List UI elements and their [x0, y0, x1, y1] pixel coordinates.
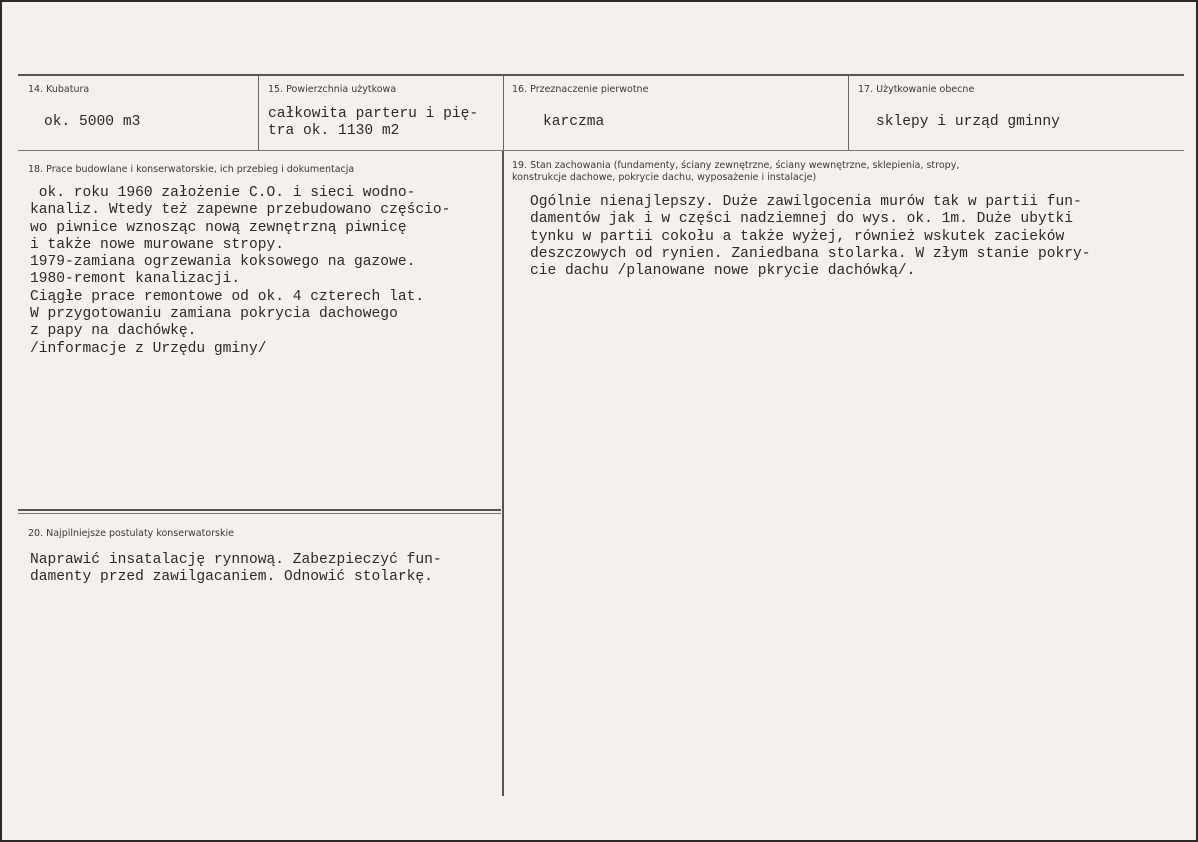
- field-20-label: 20. Najpilniejsze postulaty konserwatorskie: [28, 528, 234, 539]
- divider-15-16: [503, 75, 504, 150]
- rule-above-20: [18, 509, 501, 511]
- rule-above-20-b: [18, 513, 501, 514]
- row1-bottom-rule: [18, 150, 1184, 151]
- divider-14-15: [258, 75, 259, 150]
- field-18-value: ok. roku 1960 założenie C.O. i sieci wodno- kanaliz. Wtedy też zapewne przebudowano częścio- wo piwnice wznosząc nową zewnętrzną piwnicę i także nowe murowane stropy. 1979-zamiana ogrzewania koksowego na gazowe. 1980-remont kanalizacji. Ciągłe prace remontowe od ok. 4 czterech lat. W przygotowaniu zamiana pokrycia dachowego z papy na dachówkę. /informacje z Urzędu gminy/: [30, 185, 451, 357]
- field-20-value: Naprawić insatalację rynnową. Zabezpieczyć fun- damenty przed zawilgacaniem. Odnowić stolarkę.: [30, 552, 442, 586]
- field-15-label: 15. Powierzchnia użytkowa: [268, 84, 397, 95]
- field-16-label: 16. Przeznaczenie pierwotne: [512, 84, 649, 95]
- field-16-value: karczma: [543, 114, 605, 130]
- field-17-value: sklepy i urząd gminny: [876, 114, 1060, 130]
- divider-16-17: [848, 75, 849, 150]
- top-rule: [18, 74, 1184, 76]
- field-14-label: 14. Kubatura: [28, 84, 90, 95]
- divider-18-19: [502, 151, 504, 796]
- field-15-value: całkowita parteru i pię- tra ok. 1130 m2: [268, 106, 479, 140]
- field-19-value: Ogólnie nienajlepszy. Duże zawilgocenia murów tak w partii fun- damentów jak i w części nadziemnej do wys. ok. 1m. Duże ubytki tynku w partii cokołu a także wyżej, również wskutek zacieków deszczowych od rynien. Zaniedbana stolarka. W złym stanie pokry- cie dachu /planowane nowe pkrycie dachówką/.: [530, 194, 1091, 280]
- field-14-value: ok. 5000 m3: [44, 114, 141, 130]
- field-17-label: 17. Użytkowanie obecne: [858, 84, 975, 95]
- field-18-label: 18. Prace budowlane i konserwatorskie, ich przebieg i dokumentacja: [28, 164, 355, 175]
- field-19-label: 19. Stan zachowania (fundamenty, ściany zewnętrzne, ściany wewnętrzne, sklepienia, stropy, konstrukcje dachowe, pokrycie dachu, wyposażenie i instalacje): [512, 160, 960, 183]
